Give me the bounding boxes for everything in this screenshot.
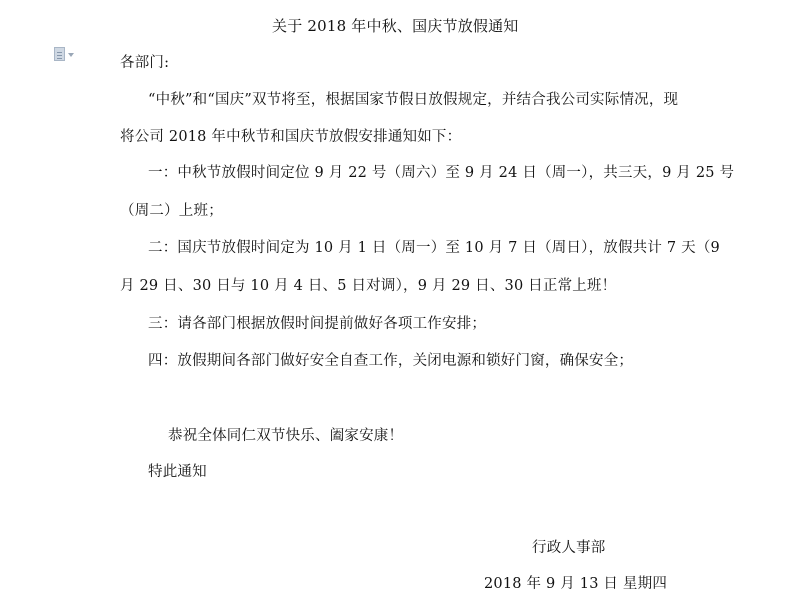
item-2-line-1: 二：国庆节放假时间定为 10 月 1 日（周一）至 10 月 7 日（周日），放假共计 7 天（9 — [148, 240, 720, 256]
item-3: 三：请各部门根据放假时间提前做好各项工作安排； — [148, 316, 487, 332]
paragraph-intro-line-2: 将公司 2018 年中秋节和国庆节放假安排通知如下： — [120, 129, 462, 145]
item-4: 四：放假期间各部门做好安全自查工作，关闭电源和锁好门窗，确保安全； — [148, 353, 634, 369]
notice-closing: 特此通知 — [148, 464, 207, 480]
item-2-line-2: 月 29 日、30 日与 10 月 4 日、5 日对调），9 月 29 日、30 日正常上班！ — [120, 278, 617, 294]
item-1-line-2: （周二）上班； — [120, 203, 223, 219]
document-title: 关于 2018 年中秋、国庆节放假通知 — [272, 17, 519, 35]
greeting: 各部门: — [120, 55, 170, 71]
document-icon[interactable] — [54, 47, 65, 61]
item-1-line-1: 一：中秋节放假时间定位 9 月 22 号（周六）至 9 月 24 日（周一），共三天，9 月 25 号 — [148, 165, 735, 181]
chevron-down-icon[interactable] — [68, 53, 74, 57]
signature-date: 2018 年 9 月 13 日 星期四 — [484, 576, 668, 592]
blessing: 恭祝全体同仁双节快乐、阖家安康！ — [168, 428, 404, 444]
document-menu[interactable] — [54, 45, 80, 63]
paragraph-intro-line-1: “中秋”和“国庆”双节将至，根据国家节假日放假规定，并结合我公司实际情况，现 — [148, 92, 679, 108]
signature-department: 行政人事部 — [532, 540, 606, 556]
